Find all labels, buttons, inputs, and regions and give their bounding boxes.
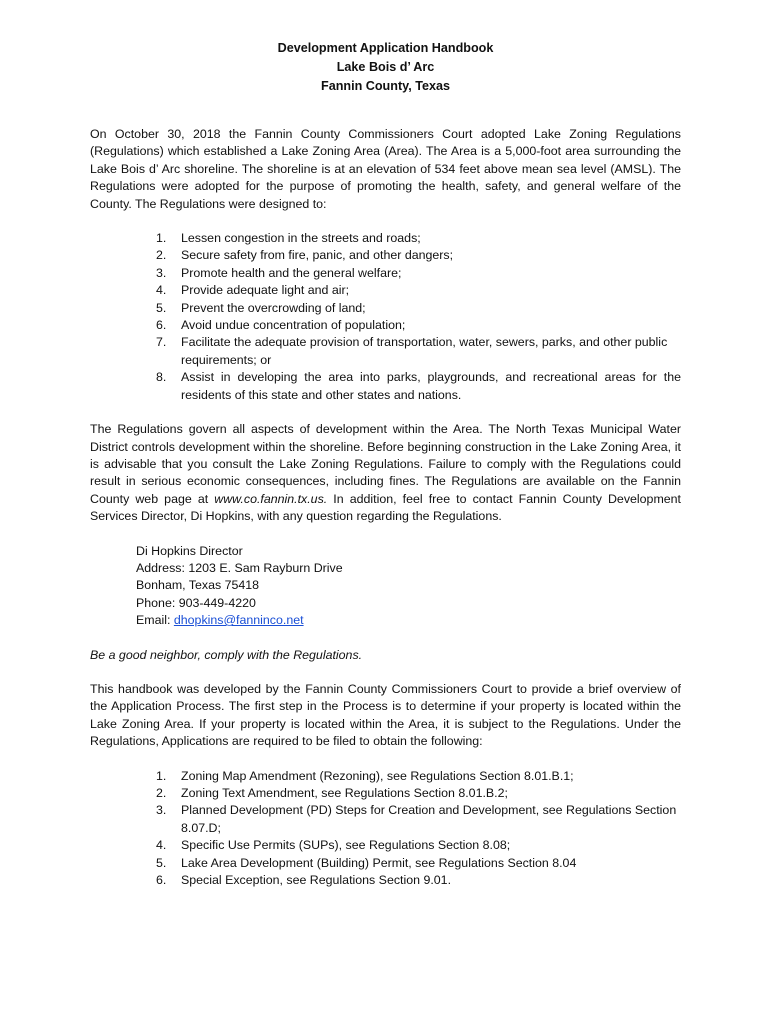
list-item-text: Promote health and the general welfare; [181, 265, 402, 280]
contact-email-label: Email: [136, 613, 174, 628]
governance-paragraph [90, 421, 681, 525]
list-item-number: 6. [156, 873, 167, 888]
list-item-text: Lessen congestion in the streets and roads; [181, 231, 421, 246]
list-item [90, 230, 681, 247]
list-item [90, 300, 681, 317]
list-item-text: Assist in developing the area into parks, playgrounds, and recreational areas for the residents of this state and other states and nations. [181, 370, 681, 402]
list-item-number: 3. [156, 265, 167, 280]
applications-list [90, 768, 681, 890]
list-item-number: 4. [156, 838, 167, 853]
handbook-paragraph: This handbook was developed by the Fannin County Commissioners Court to provide a brief overview of the Application Process. The first step in the Process is to determine if your property is located within the Lake Zoning Area. If your property is located within the Area, it is subject to the Regulations. Under the Regulations, Applications are required to be filed to obtain the following: [90, 681, 681, 749]
list-item-text: Specific Use Permits (SUPs), see Regulations Section 8.08; [181, 838, 511, 853]
list-item-text: Lake Area Development (Building) Permit, see Regulations Section 8.04 [181, 855, 577, 870]
list-item-text: Prevent the overcrowding of land; [181, 300, 366, 315]
list-item [90, 802, 681, 837]
list-item-number: 6. [156, 318, 167, 333]
list-item [90, 768, 681, 785]
regulation-goals-list [90, 230, 681, 404]
title-line-county: Fannin County, Texas [321, 79, 450, 93]
list-item-number: 2. [156, 786, 167, 800]
slogan: Be a good neighbor, comply with the Regulations. [90, 647, 363, 662]
contact-email-link[interactable]: dhopkins@fanninco.net [173, 613, 304, 628]
list-item [90, 282, 681, 299]
list-item-number: 5. [156, 300, 167, 315]
list-item-text: Special Exception, see Regulations Section 9.01. [181, 873, 452, 888]
list-item-text: Provide adequate light and air; [181, 283, 350, 298]
list-item-text: Facilitate the adequate provision of transportation, water, sewers, parks, and other public requirements; or [181, 335, 668, 367]
list-item [90, 872, 681, 889]
title-line-lake: Lake Bois d’ Arc [336, 60, 435, 74]
list-item-text: Secure safety from fire, panic, and other dangers; [181, 248, 454, 263]
intro-paragraph: On October 30, 2018 the Fannin County Commissioners Court adopted Lake Zoning Regulations (Regulations) which established a Lake Zoning Area (Area). The Area is a 5,000-foot area surrounding the Lake Bois d’ Arc shoreline. The shoreline is at an elevation of 534 feet above mean sea level (AMSL). The Regulations were adopted for the purpose of promoting the health, safety, and general welfare of the County. The Regulations were designed to: [90, 127, 681, 211]
title-line-handbook: Development Application Handbook [277, 41, 494, 55]
list-item-number: 4. [156, 283, 167, 298]
list-item-number: 1. [156, 768, 167, 783]
list-item-text: Planned Development (PD) Steps for Creation and Development, see Regulations Section 8.07.D; [181, 803, 677, 835]
contact-city: Bonham, Texas 75418 [136, 578, 260, 593]
contact-email-row [136, 612, 681, 629]
list-item-text: Zoning Text Amendment, see Regulations Section 8.01.B.2; [181, 786, 508, 800]
list-item [90, 334, 681, 369]
county-website: www.co.fannin.tx.us. [214, 491, 328, 506]
list-item [90, 855, 681, 872]
governance-text: The Regulations govern all aspects of development within the Area. The North Texas Municipal Water District controls development within the shoreline. Before beginning construction in the Lake Zoning Area, it is advisable that you consult the Lake Zoning Regulations. Failure to comply with the Regulations could result in serious economic consequences, including fines. The Regulations are available on the Fannin County web page at [90, 422, 681, 506]
list-item-number: 3. [156, 803, 167, 818]
list-item-text: Zoning Map Amendment (Rezoning), see Regulations Section 8.01.B.1; [181, 768, 574, 783]
contact-phone: Phone: 903-449-4220 [136, 595, 256, 610]
list-item [90, 837, 681, 854]
list-item-number: 1. [156, 231, 167, 246]
governance-text-continued: In addition, feel free to contact Fannin County Development Services Director, Di Hopkins, with any question regarding the Regulations. [90, 491, 681, 524]
contact-address: Address: 1203 E. Sam Rayburn Drive [136, 560, 343, 575]
list-item-number: 8. [156, 370, 167, 385]
list-item [90, 247, 681, 264]
list-item [90, 369, 681, 404]
list-item [90, 317, 681, 334]
document-title [90, 39, 681, 96]
contact-block [90, 543, 681, 630]
list-item-text: Avoid undue concentration of population; [181, 318, 406, 333]
contact-name: Di Hopkins Director [136, 543, 243, 558]
list-item-number: 5. [156, 855, 167, 870]
list-item-number: 2. [156, 248, 167, 263]
list-item [90, 785, 681, 802]
list-item [90, 265, 681, 282]
list-item-number: 7. [156, 335, 167, 350]
